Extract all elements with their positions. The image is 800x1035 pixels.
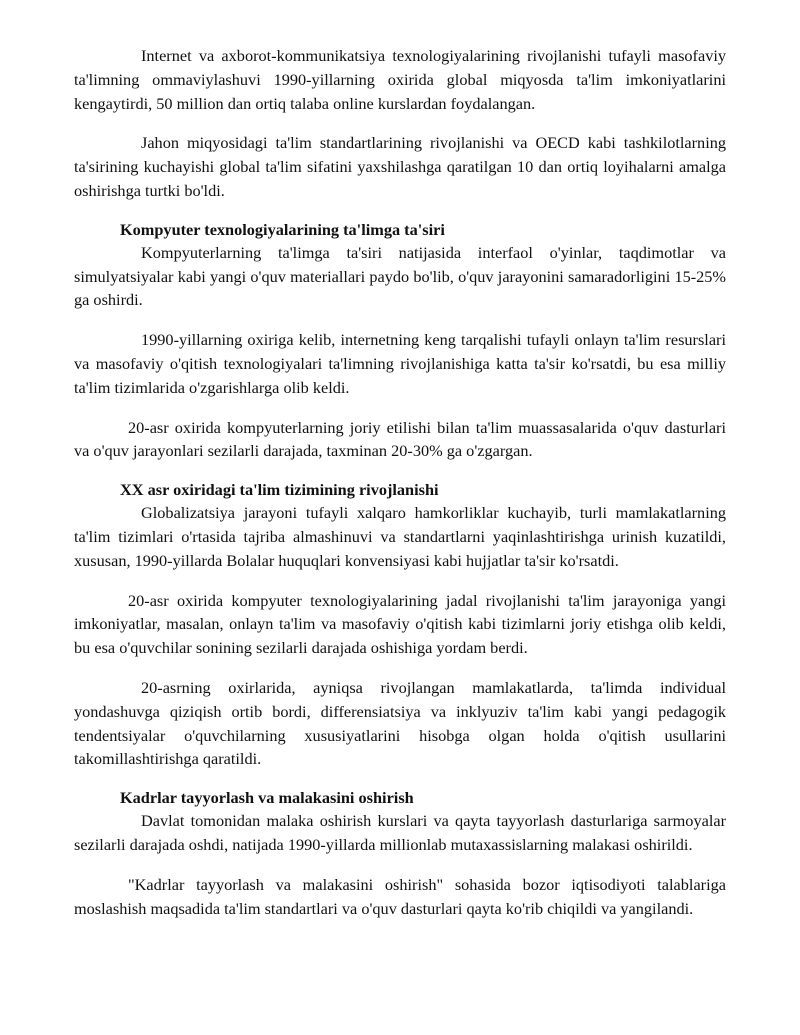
section-heading-staff-training: Kadrlar tayyorlash va malakasini oshirish <box>120 788 414 808</box>
paragraph-state-investment: Davlat tomonidan malaka oshirish kurslari va qayta tayyorlash dasturlariga sarmoyalar sezilarli darajada oshdi, natijada 1990-yillarda millionlab mutaxassislarning malakasi oshirildi. <box>74 811 726 854</box>
paragraph-distance-learning: Internet va axborot-kommunikatsiya texnologiyalarining rivojlanishi tufayli masofaviy ta'limning ommaviylashuvi 1990-yillarning oxirida global miqyosda ta'lim imkoniyatlarini kengaytirdi, 50 million dan ortiq talaba online kurslardan foydalangan. <box>74 46 726 113</box>
paragraph-online-opportunities: 20-asr oxirida kompyuter texnologiyalarining jadal rivojlanishi ta'lim jarayoniga yangi imkoniyatlar, masalan, onlayn ta'lim va masofaviy o'qitish kabi tizimlarni joriy etishga olib keldi, bu esa o'quvchilar sonining sezilarli darajada oshishiga yordam berdi. <box>74 590 726 658</box>
spacer <box>74 660 726 676</box>
section-heading-education-development: XX asr oxiridagi ta'lim tizimining rivojlanishi <box>120 480 439 500</box>
spacer <box>74 203 726 219</box>
paragraph-global-standards: Jahon miqyosidagi ta'lim standartlarining rivojlanishi va OECD kabi tashkilotlarning ta'sirining kuchayishi global ta'lim sifatini yaxshilashga qaratilgan 10 dan ortiq loyihalarni amalga oshirishga turtki bo'ldi. <box>74 133 726 200</box>
paragraph-individual-approach: 20-asrning oxirlarida, ayniqsa rivojlangan mamlakatlarda, ta'limda individual yondashuvga qiziqish ortib bordi, differensiatsiya va inklyuziv ta'lim kabi yangi pedagogik tendentsiyalar o'quvchilarning xususiyatlarini hisobga olgan holda o'qitish usullarini takomillashtirishga qaratildi. <box>74 677 726 769</box>
spacer <box>74 573 726 589</box>
paragraph-computer-adoption: 20-asr oxirida kompyuterlarning joriy etilishi bilan ta'lim muassasalarida o'quv dasturlari va o'quv jarayonlari sezilarli darajada, taxminan 20-30% ga o'zgargan. <box>74 417 726 461</box>
paragraph-market-adaptation: "Kadrlar tayyorlash va malakasini oshirish" sohasida bozor iqtisodiyoti talablariga moslashish maqsadida ta'lim standartlari va o'quv dasturlari qayta ko'rib chiqildi va yangilandi. <box>74 874 726 918</box>
spacer <box>74 400 726 416</box>
spacer <box>74 463 726 479</box>
paragraph-globalization: Globalizatsiya jarayoni tufayli xalqaro hamkorliklar kuchayib, turli mamlakatlarning ta'lim tizimlari o'rtasida tajriba almashinuvi va standartlarni yaqinlashtirishga urinish kuzatildi, xususan, 1990-yillarda Bolalar huquqlari konvensiyasi kabi hujjatlar ta'sir ko'rsatdi. <box>74 503 726 570</box>
spacer <box>74 312 726 328</box>
spacer <box>74 115 726 131</box>
paragraph-interactive-materials: Kompyuterlarning ta'limga ta'siri natijasida interfaol o'yinlar, taqdimotlar va simulyatsiyalar kabi yangi o'quv materiallari paydo bo'lib, o'quv jarayonini samaradorligini 15-25% ga oshirdi. <box>74 242 726 310</box>
document-page <box>74 44 726 920</box>
paragraph-internet-spread: 1990-yillarning oxiriga kelib, internetning keng tarqalishi tufayli onlayn ta'lim resurslari va masofaviy o'qitish texnologiyalari ta'limning rivojlanishiga katta ta'sir ko'rsatdi, bu esa milliy ta'lim tizimlarida o'zgarishlarga olib keldi. <box>74 330 726 397</box>
spacer <box>74 857 726 873</box>
spacer <box>74 771 726 787</box>
section-heading-computer-tech: Kompyuter texnologiyalarining ta'limga ta'siri <box>120 219 445 239</box>
